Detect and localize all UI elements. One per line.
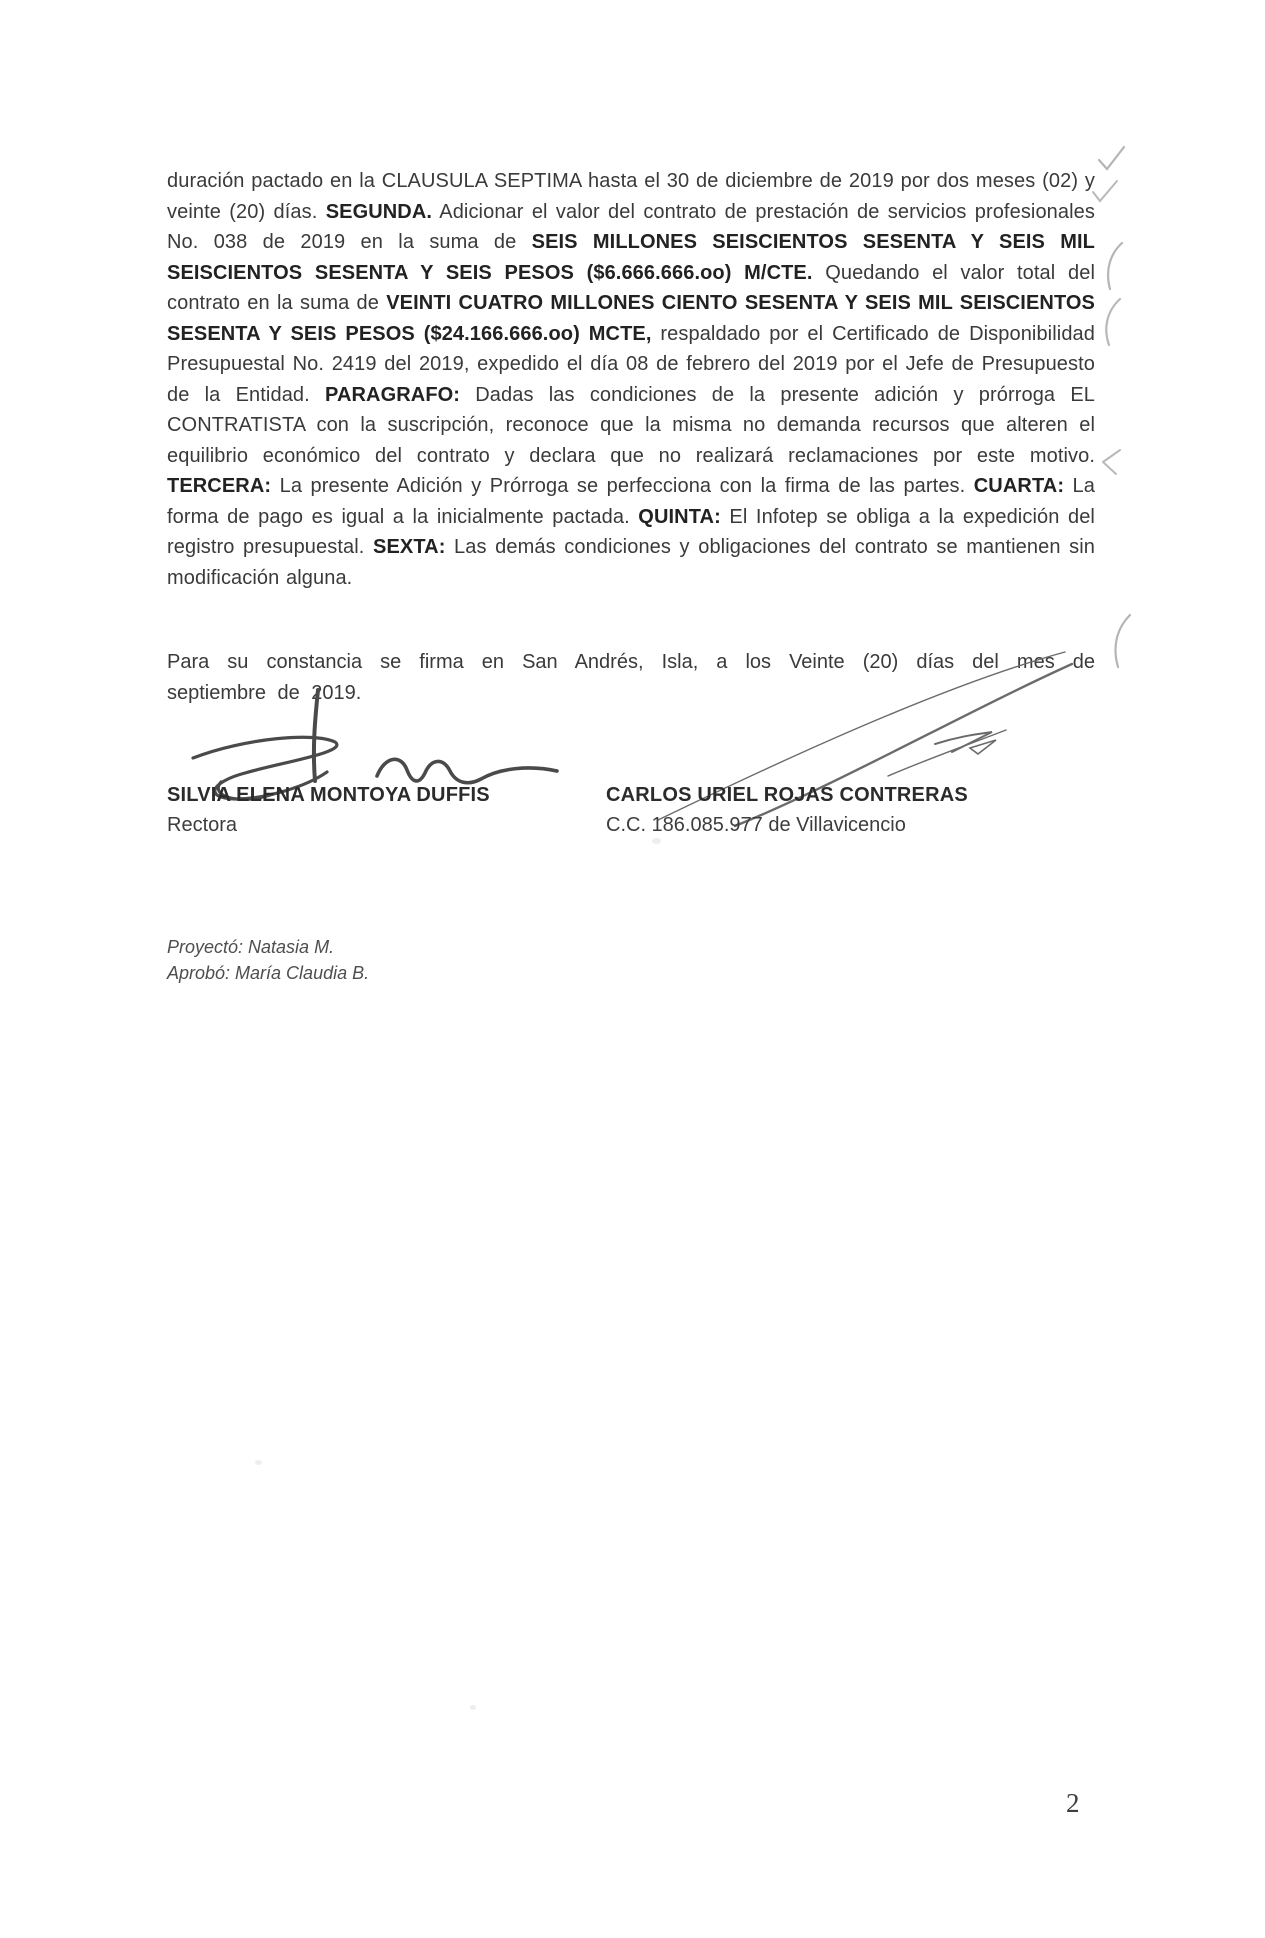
- signatory-left-title: Rectora: [167, 814, 238, 836]
- body-segment: La forma de pago es igual a la inicialmente pactada.: [167, 475, 1095, 528]
- signatory-right-id: C.C. 186.085.977 de Villavicencio: [606, 814, 906, 836]
- clause-quinta-label: QUINTA:: [638, 505, 721, 528]
- margin-curl-mark-icon: [1098, 296, 1124, 348]
- page-number: 2: [1066, 1788, 1080, 1818]
- clause-segunda-label: SEGUNDA.: [325, 200, 433, 223]
- clause-paragrafo-label: PARAGRAFO:: [325, 383, 461, 406]
- clause-tercera-label: TERCERA:: [167, 475, 272, 497]
- footnote-prepared-by: Proyectó: Natasia M.: [167, 937, 335, 957]
- body-segment: Quedando el valor total del contrato en la suma de: [167, 261, 1095, 314]
- body-segment: Las demás condiciones y obligaciones del contrato se mantienen sin modificación alguna.: [167, 536, 1095, 589]
- body-segment: duración pactado en la CLAUSULA SEPTIMA hasta el 30 de diciembre de 2019 por dos meses (02) y veinte (20) días.: [167, 170, 1095, 223]
- contract-paragraph: [167, 166, 1095, 593]
- scan-speck: [652, 838, 661, 844]
- check-mark-icon: [1096, 144, 1128, 174]
- margin-curl-mark-icon: [1100, 240, 1126, 292]
- body-segment: El Infotep se obliga a la expedición del registro presupuestal.: [167, 505, 1095, 558]
- scan-speck: [470, 1705, 476, 1710]
- clause-sexta-label: SEXTA:: [373, 536, 446, 558]
- margin-angle-mark-icon: [1098, 446, 1124, 478]
- amount-six-millions: SEIS MILLONES SEISCIENTOS SESENTA Y SEIS MIL SEISCIENTOS SESENTA Y SEIS PESOS ($6.666.666.oo) M/CTE.: [167, 231, 1095, 284]
- footnotes: [167, 934, 369, 986]
- amount-twentyfour-millions: VEINTI CUATRO MILLONES CIENTO SESENTA Y SEIS MIL SEISCIENTOS SESENTA Y SEIS PESOS ($24.166.666.oo) MCTE,: [167, 292, 1095, 345]
- clause-cuarta-label: CUARTA:: [973, 475, 1065, 497]
- margin-curl-mark-icon: [1108, 612, 1134, 670]
- footnote-approved-by: Aprobó: María Claudia B.: [167, 963, 370, 983]
- signatory-left-name: SILVIA ELENA MONTOYA DUFFIS: [167, 784, 490, 806]
- signatory-right-name: CARLOS URIEL ROJAS CONTRERAS: [606, 784, 968, 806]
- body-segment: respaldado por el Certificado de Disponibilidad Presupuestal No. 2419 del 2019, expedido el día 08 de febrero del 2019 por el Jefe de Presupuesto de la Entidad.: [167, 322, 1095, 406]
- scan-speck: [255, 1460, 262, 1465]
- body-segment: Dadas las condiciones de la presente adición y prórroga EL CONTRATISTA con la suscripción, reconoce que la misma no demanda recursos que alteren el equilibrio económico del contrato y declara que no realizará reclamaciones por este motivo.: [167, 383, 1095, 467]
- body-segment: Adicionar el valor del contrato de prestación de servicios profesionales No. 038 de 2019 en la suma de: [167, 200, 1095, 253]
- closing-statement: Para su constancia se firma en San Andrés, Isla, a los Veinte (20) días del mes de septiembre de 2019.: [167, 651, 1095, 704]
- check-mark-icon: [1090, 178, 1120, 206]
- body-segment: La presente Adición y Prórroga se perfecciona con la firma de las partes.: [271, 475, 974, 497]
